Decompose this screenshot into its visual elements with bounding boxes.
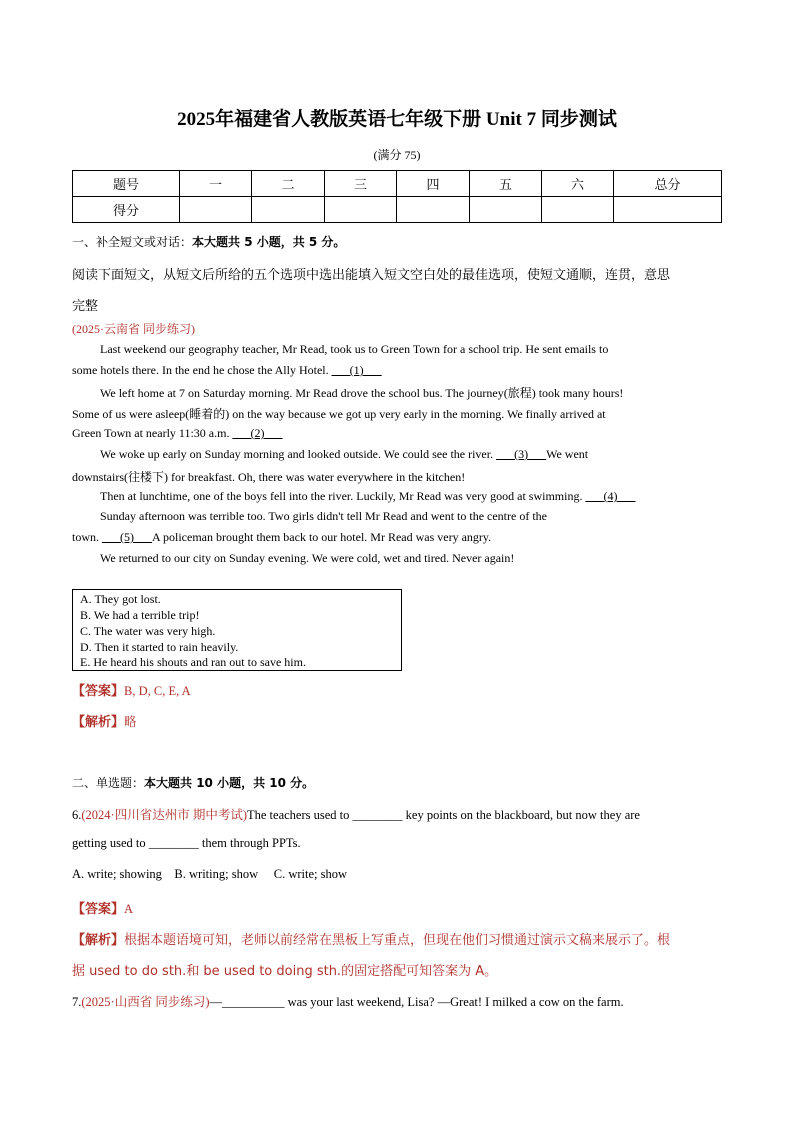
section1-instruction-line1: 阅读下面短文，从短文后所给的五个选项中选出能填入短文空白处的最佳选项，使短文通顺，连贯，意思: [72, 268, 671, 283]
question-6-answer: [72, 898, 133, 918]
analysis-value: 根据本题语境可知，老师以前经常在黑板上写重点，但现在他们习惯通过演示文稿来展示了。根: [124, 933, 671, 948]
passage-line: downstairs(往楼下) for breakfast. Oh, there was water everywhere in the kitchen!: [72, 470, 466, 484]
score-header-cell: 二: [252, 171, 325, 197]
score-table-score-row: [73, 197, 722, 223]
passage-line: Some of us were asleep(睡着的) on the way because we got up very early in the morning. We finally arrived at: [72, 407, 606, 421]
passage-line: [100, 489, 635, 504]
question-text: The teachers used to: [247, 808, 353, 822]
score-table-header-row: [73, 171, 722, 197]
question-source: (2024·四川省达州市 期中考试): [81, 808, 247, 822]
score-cell[interactable]: [397, 197, 470, 223]
score-header-cell: 题号: [73, 171, 180, 197]
score-cell[interactable]: [180, 197, 252, 223]
blank-3[interactable]: ___(3)___: [496, 447, 547, 461]
blank-5[interactable]: ___(5)___: [102, 530, 152, 544]
option-d[interactable]: D. Then it started to rain heavily.: [80, 640, 239, 654]
passage-line: We returned to our city on Sunday evening. We were cold, wet and tired. Never again!: [100, 551, 515, 565]
section1-heading-bold: 本大题共 5 小题，共 5 分。: [192, 235, 346, 249]
section1-analysis: [72, 711, 137, 731]
question-text: was your last weekend, Lisa? —Great! I milked a cow on the farm.: [284, 995, 624, 1009]
question-6-analysis: [72, 929, 670, 949]
option-c[interactable]: C. The water was very high.: [80, 624, 216, 638]
section2-heading-bold: 本大题共 10 小题，共 10 分。: [144, 776, 315, 790]
passage-line: [72, 426, 282, 441]
score-header-cell: 三: [325, 171, 397, 197]
question-source: (2025·山西省 同步练习): [81, 995, 210, 1009]
question-text: —: [209, 995, 222, 1009]
section2-heading: [72, 774, 314, 791]
question-text: getting used to: [72, 836, 149, 850]
option-b[interactable]: B. We had a terrible trip!: [80, 608, 200, 622]
score-cell[interactable]: [252, 197, 325, 223]
blank-1[interactable]: ___(1)___: [331, 363, 382, 377]
section1-heading: [72, 233, 345, 250]
question-text: key points on the blackboard, but now they are: [402, 808, 640, 822]
section2-heading-plain: 二、单选题：: [72, 776, 145, 790]
score-header-cell: 一: [180, 171, 252, 197]
question-text: them through PPTs.: [198, 836, 301, 850]
passage-line: Last weekend our geography teacher, Mr Read, took us to Green Town for a school trip. He sent emails to: [100, 342, 609, 356]
passage-line: [72, 530, 491, 545]
passage-line: [100, 447, 588, 462]
analysis-label: 【解析】: [72, 933, 125, 948]
section1-source: (2025·云南省 同步练习): [72, 322, 195, 336]
question-6-options[interactable]: A. write; showing B. writing; show C. write; show: [72, 867, 347, 881]
score-cell[interactable]: [470, 197, 542, 223]
section1-answer: [72, 680, 191, 700]
answer-label: 【答案】: [72, 684, 125, 699]
score-row-label: 得分: [73, 197, 180, 223]
passage-text: A policeman brought them back to our hotel. Mr Read was very angry.: [152, 530, 492, 544]
section1-heading-plain: 一、补全短文或对话：: [72, 235, 193, 249]
full-score-note: (满分 75): [373, 148, 421, 162]
blank[interactable]: ________: [148, 836, 199, 850]
answer-value: A: [124, 902, 134, 916]
analysis-label: 【解析】: [72, 715, 125, 730]
passage-text: Green Town at nearly 11:30 a.m.: [72, 426, 233, 440]
analysis-value: 略: [124, 714, 137, 729]
answer-label: 【答案】: [72, 902, 125, 917]
page-title: 2025年福建省人教版英语七年级下册 Unit 7 同步测试: [177, 109, 617, 130]
question-number: 7.: [72, 995, 82, 1009]
score-table: [72, 170, 722, 223]
question-6-line2: [72, 836, 301, 851]
question-7-line1: [72, 992, 624, 1010]
passage-text: Then at lunchtime, one of the boys fell into the river. Luckily, Mr Read was very good at swimming.: [100, 489, 586, 503]
score-cell[interactable]: [542, 197, 614, 223]
passage-line: We left home at 7 on Saturday morning. Mr Read drove the school bus. The journey(旅程) took many hours!: [100, 386, 624, 400]
section1-instruction-line2: 完整: [72, 299, 99, 314]
question-6-analysis-line2: 据 used to do sth.和 be used to doing sth.的固定搭配可知答案为 A。: [72, 964, 498, 979]
option-e[interactable]: E. He heard his shouts and ran out to save him.: [80, 655, 306, 669]
answer-value: B, D, C, E, A: [124, 684, 191, 698]
passage-text: We went: [546, 447, 589, 461]
passage-line: Sunday afternoon was terrible too. Two girls didn't tell Mr Read and went to the centre of the: [100, 509, 547, 523]
question-6-line1: [72, 805, 640, 823]
blank-4[interactable]: ___(4)___: [585, 489, 636, 503]
blank-2[interactable]: ___(2)___: [232, 426, 283, 440]
blank[interactable]: __________: [222, 995, 285, 1009]
score-header-cell: 六: [542, 171, 614, 197]
score-header-cell: 五: [470, 171, 542, 197]
passage-text: town.: [72, 530, 102, 544]
passage-text: some hotels there. In the end he chose the Ally Hotel.: [72, 363, 332, 377]
score-cell[interactable]: [614, 197, 722, 223]
options-box: [72, 589, 402, 671]
passage-text: We woke up early on Sunday morning and looked outside. We could see the river.: [100, 447, 497, 461]
blank[interactable]: ________: [352, 808, 403, 822]
score-header-cell: 总分: [614, 171, 722, 197]
score-header-cell: 四: [397, 171, 470, 197]
question-number: 6.: [72, 808, 82, 822]
passage-line: [72, 363, 382, 378]
option-a[interactable]: A. They got lost.: [80, 592, 161, 606]
score-cell[interactable]: [325, 197, 397, 223]
